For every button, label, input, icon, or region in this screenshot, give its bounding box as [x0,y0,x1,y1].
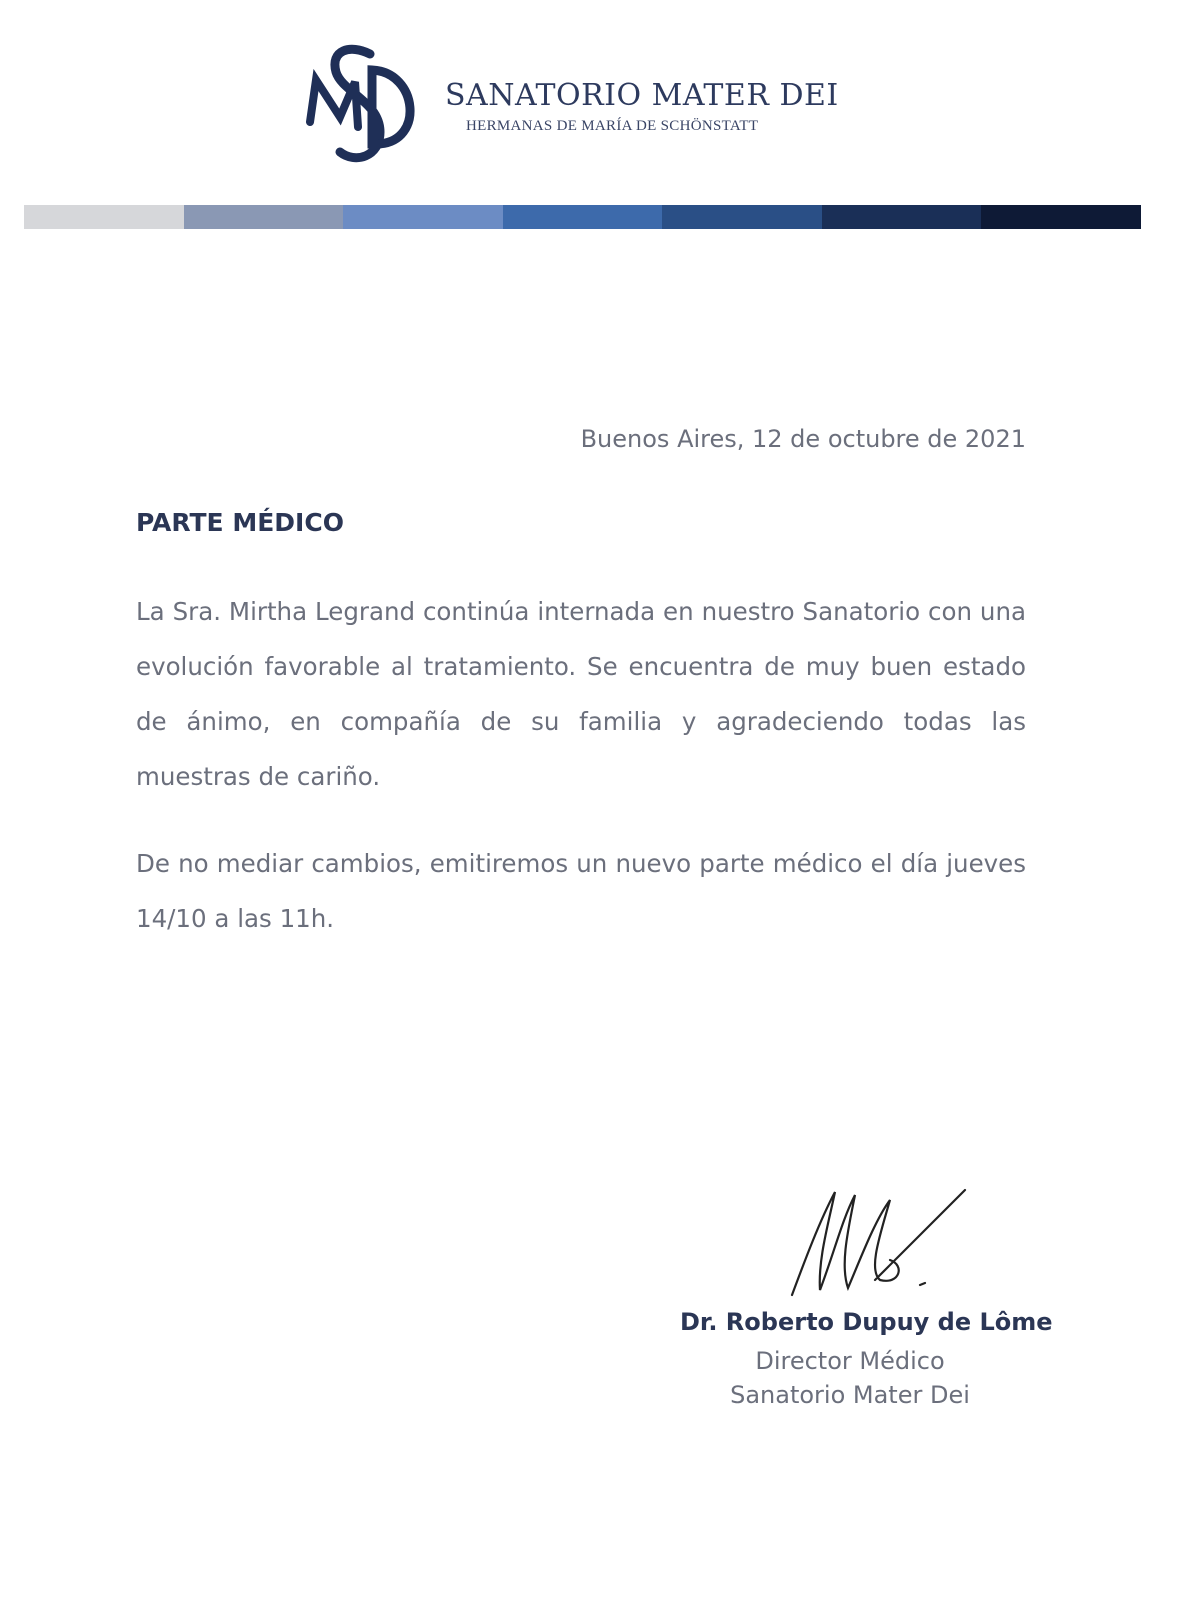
sanatorio-logo-icon [300,42,430,167]
stripe-segment [822,205,982,229]
stripe-segment [343,205,503,229]
signatory-role: Director Médico [755,1347,945,1375]
signatory-name: Dr. Roberto Dupuy de Lôme [680,1308,1053,1336]
org-name: SANATORIO MATER DEI [445,78,839,113]
signatory-organization: Sanatorio Mater Dei [730,1381,970,1409]
stripe-segment [662,205,822,229]
stripe-segment [24,205,184,229]
stripe-segment [503,205,663,229]
org-subtitle: HERMANAS DE MARÍA DE SCHÖNSTATT [466,118,759,134]
letter-date: Buenos Aires, 12 de octubre de 2021 [580,425,1026,453]
stripe-segment [184,205,344,229]
stripe-segment [981,205,1141,229]
handwritten-signature [780,1180,980,1310]
header-color-stripe [24,205,1141,229]
letter-title: PARTE MÉDICO [136,508,344,537]
letter-paragraph: De no mediar cambios, emitiremos un nuevo parte médico el día jueves 14/10 a las 11h. [136,849,1026,933]
letter-paragraph: La Sra. Mirtha Legrand continúa internada en nuestro Sanatorio con una evolución favorable al tratamiento. Se encuentra de muy buen estado de ánimo, en compañía de su familia y agradeciendo todas las muestras de cariño. [136,597,1026,791]
